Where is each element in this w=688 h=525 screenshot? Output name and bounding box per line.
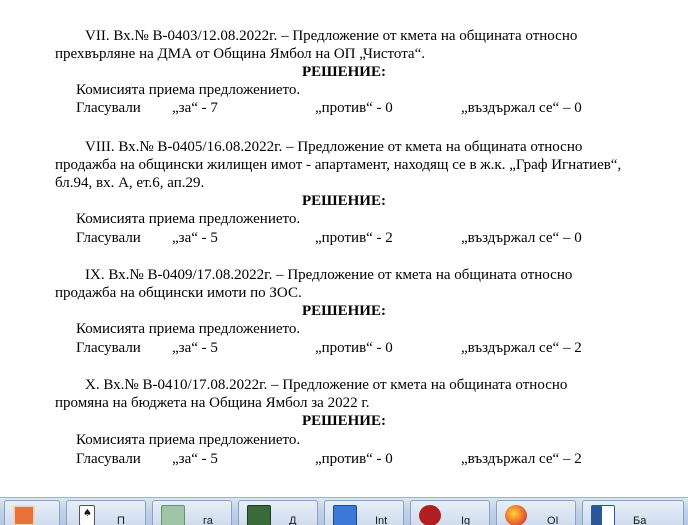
item-description-line: VII. Вх.№ В-0403/12.08.2022г. – Предложение от кмета на общината относно	[85, 28, 578, 44]
vote-for: „за“ - 5	[172, 340, 218, 356]
decision-text: Комисията приема предложението.	[76, 432, 301, 448]
item-description-line: промяна на бюджета на Община Ямбол за 2022 г.	[55, 395, 370, 411]
taskbar-button-solitaire[interactable]	[66, 500, 146, 525]
notepad-icon	[161, 505, 185, 525]
item-description-cont	[55, 45, 632, 63]
item-description-line: прехвърляне на ДМА от Община Ямбол на ОП „Чистота“.	[55, 46, 425, 62]
decision-heading: РЕШЕНИЕ:	[302, 193, 386, 209]
taskbar-button-label: Ig	[461, 515, 471, 525]
decision-text: Комисията приема предложението.	[76, 321, 301, 337]
game-app-icon	[419, 505, 441, 525]
item-description	[55, 266, 632, 284]
decision-text: Комисията приема предложението.	[76, 211, 301, 227]
taskbar-button-label: OI	[547, 515, 559, 525]
firefox-icon	[505, 505, 527, 525]
vote-against: „против“ - 0	[315, 100, 393, 116]
vote-label: Гласували	[76, 100, 141, 116]
window-app-icon	[333, 505, 357, 525]
taskbar-button-label: га	[203, 515, 213, 525]
item-description-line: бл.94, вх. А, ет.6, ап.29.	[55, 175, 205, 191]
vote-for: „за“ - 7	[172, 100, 218, 116]
decision-heading: РЕШЕНИЕ:	[302, 64, 386, 80]
item-description-line: продажба на общински жилищен имот - апартамент, находящ се в ж.к. „Граф Игнатиев“,	[55, 157, 622, 173]
taskbar-button-camera[interactable]	[4, 500, 60, 525]
camera-app-icon	[13, 505, 35, 525]
decision-heading: РЕШЕНИЕ:	[302, 413, 386, 429]
vote-against: „против“ - 0	[315, 340, 393, 356]
solitaire-cards-icon: ♠	[79, 505, 95, 525]
decision-heading: РЕШЕНИЕ:	[302, 303, 386, 319]
vote-abstain: „въздържал се“ – 0	[461, 100, 582, 116]
taskbar-button-game[interactable]	[410, 500, 490, 525]
item-description-line: продажба на общински имоти по ЗОС.	[55, 285, 302, 301]
taskbar-button-window[interactable]	[324, 500, 404, 525]
vote-for: „за“ - 5	[172, 230, 218, 246]
terminal-app-icon	[247, 505, 271, 525]
item-description-line: IX. Вх.№ В-0409/17.08.2022г. – Предложение от кмета на общината относно	[85, 267, 573, 283]
vote-label: Гласували	[76, 340, 141, 356]
taskbar-button-notepad[interactable]	[152, 500, 232, 525]
vote-label: Гласували	[76, 230, 141, 246]
item-description-cont	[55, 156, 632, 174]
taskbar-button-label: П	[117, 515, 125, 525]
item-description-cont	[55, 174, 632, 192]
item-description	[55, 376, 632, 394]
vote-row	[0, 450, 688, 468]
vote-abstain: „въздържал се“ – 2	[461, 451, 582, 467]
taskbar	[0, 497, 688, 525]
vote-abstain: „въздържал се“ – 2	[461, 340, 582, 356]
taskbar-button-label: Int	[375, 515, 388, 525]
item-description-cont	[55, 284, 632, 302]
vote-for: „за“ - 5	[172, 451, 218, 467]
taskbar-button-firefox[interactable]	[496, 500, 576, 525]
vote-abstain: „въздържал се“ – 0	[461, 230, 582, 246]
decision-text: Комисията приема предложението.	[76, 82, 301, 98]
word-document-icon	[591, 505, 615, 525]
item-description-cont	[55, 394, 632, 412]
item-description	[55, 138, 632, 156]
item-description-line: X. Вх.№ В-0410/17.08.2022г. – Предложение от кмета на общината относно	[85, 377, 568, 393]
vote-label: Гласували	[76, 451, 141, 467]
item-description	[55, 27, 632, 45]
vote-against: „против“ - 2	[315, 230, 393, 246]
vote-row	[0, 99, 688, 117]
taskbar-button-label: Ба	[633, 515, 647, 525]
vote-row	[0, 229, 688, 247]
vote-against: „против“ - 0	[315, 451, 393, 467]
taskbar-button-word[interactable]	[582, 500, 684, 525]
taskbar-button-terminal[interactable]	[238, 500, 318, 525]
taskbar-button-label: Д	[289, 515, 297, 525]
vote-row	[0, 339, 688, 357]
item-description-line: VIII. Вх.№ В-0405/16.08.2022г. – Предложение от кмета на общината относно	[85, 139, 583, 155]
